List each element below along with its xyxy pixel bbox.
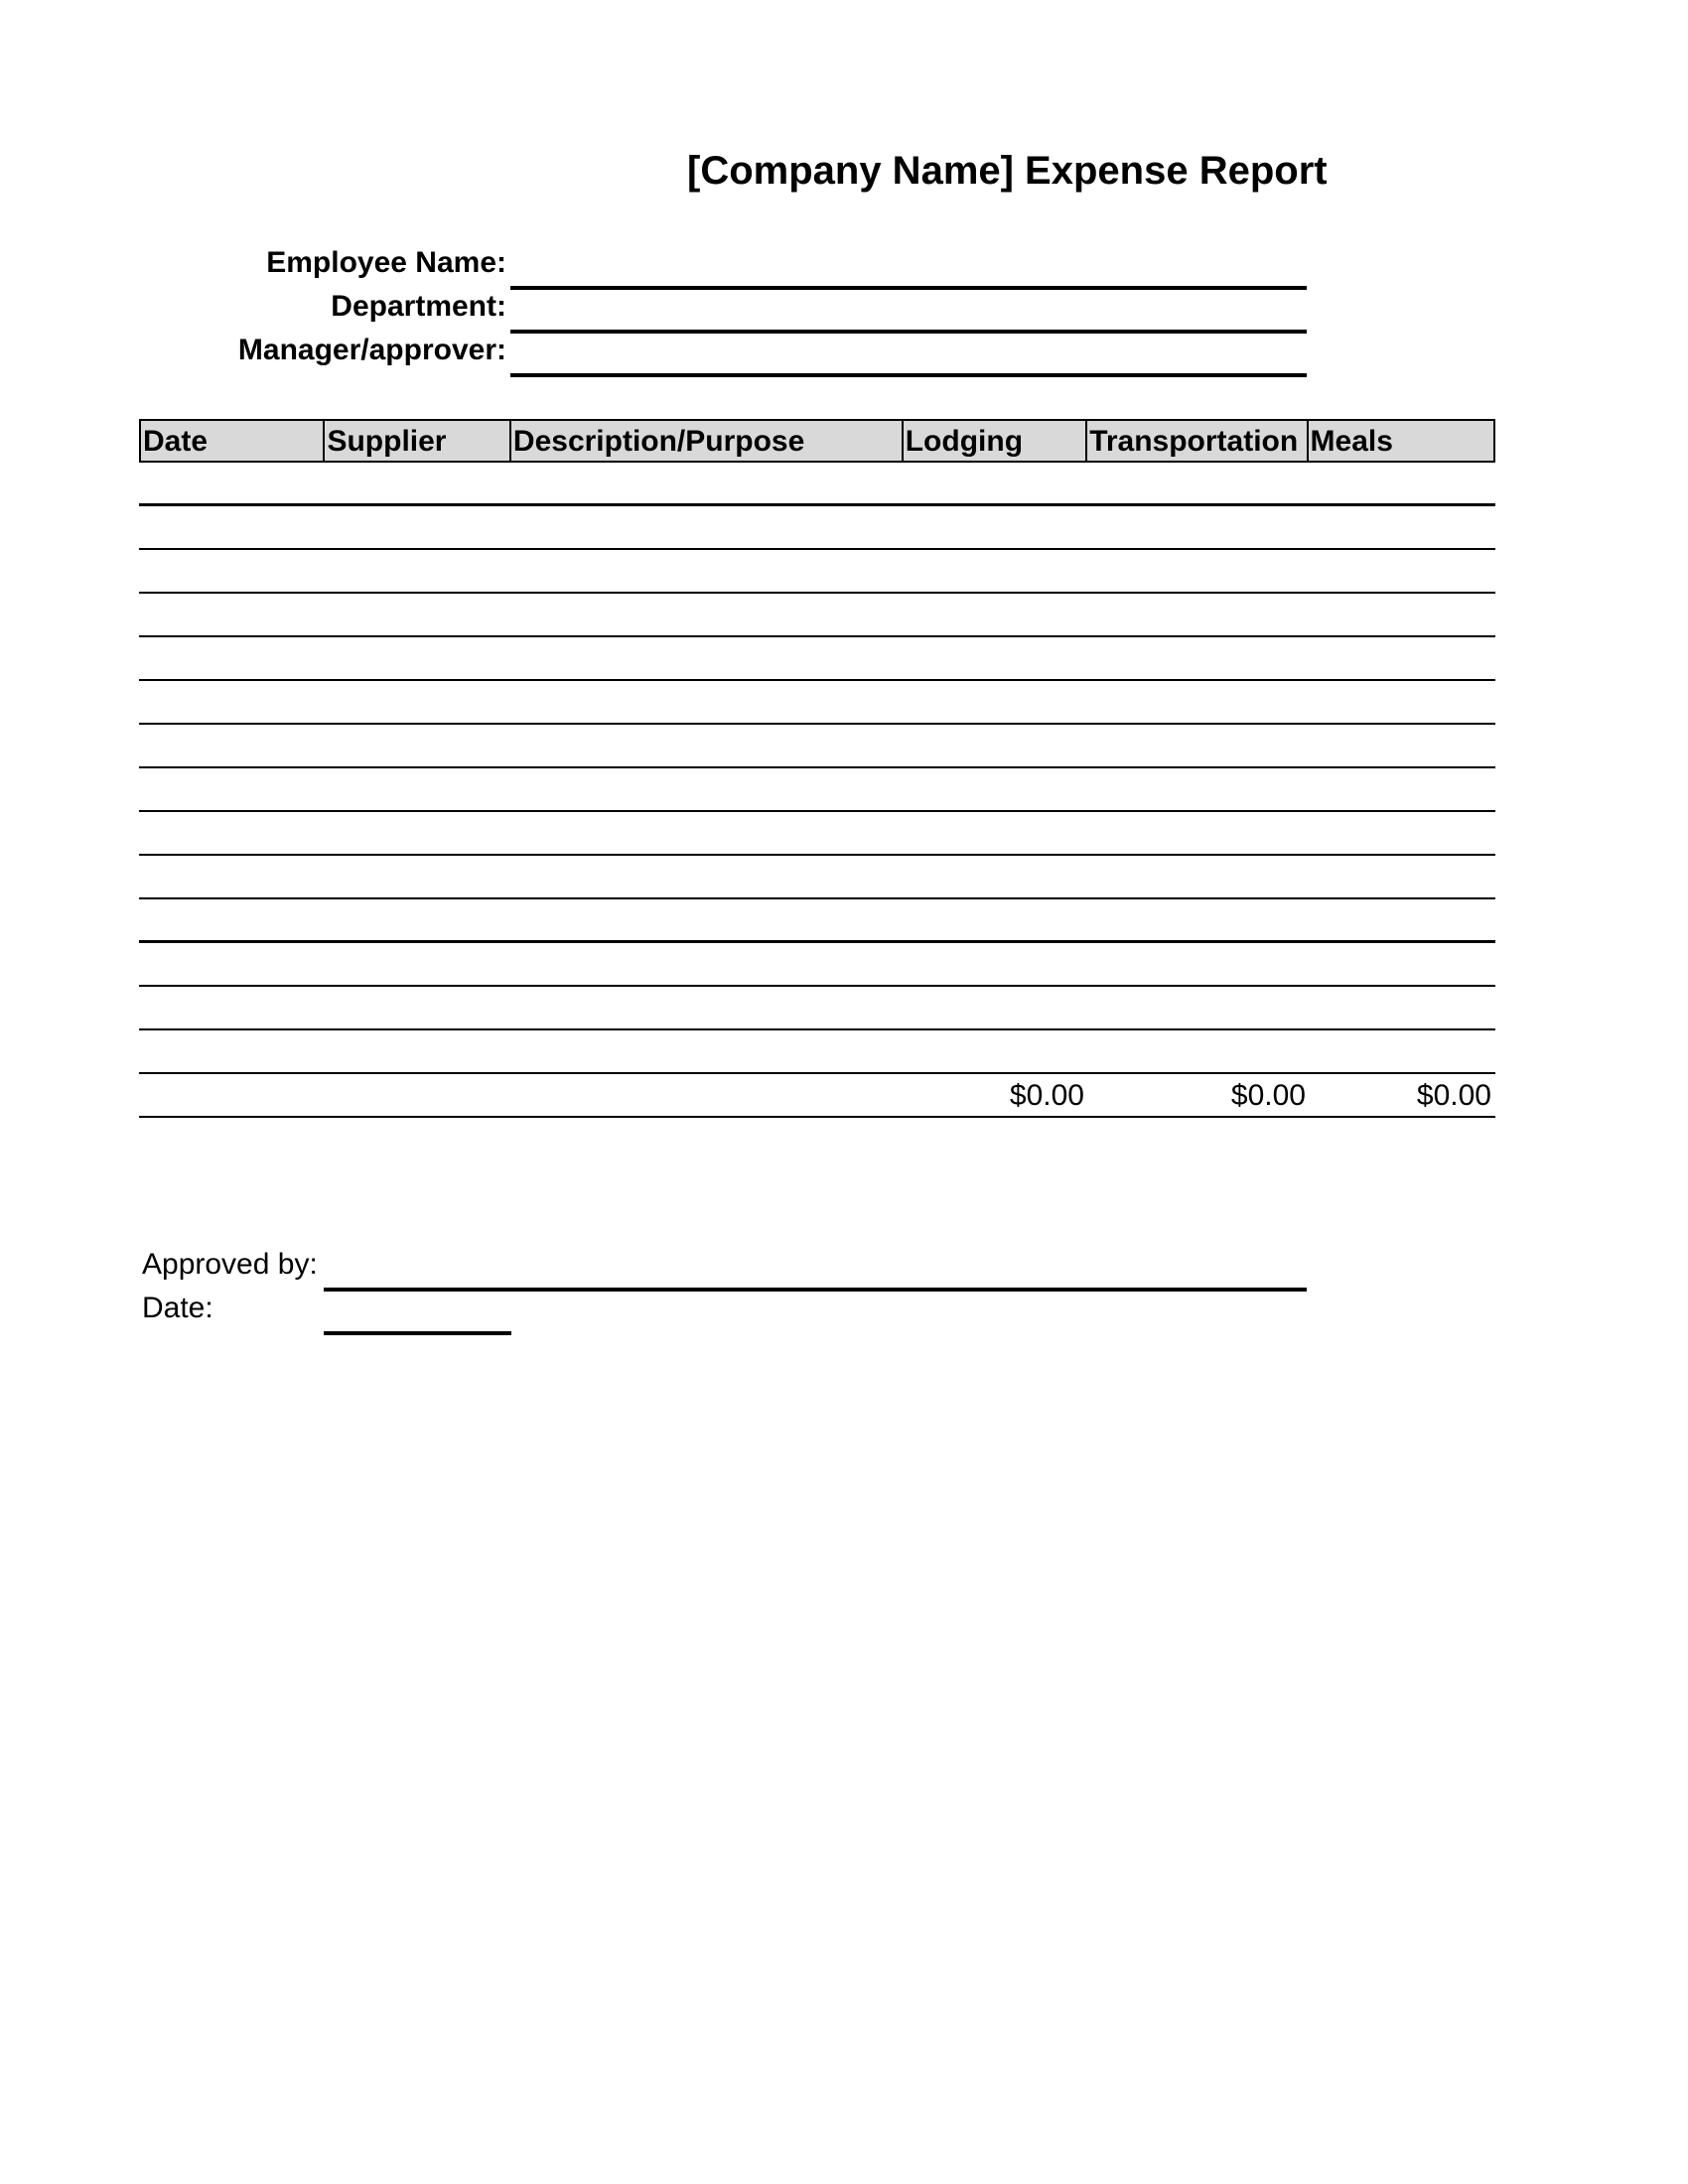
column-header-supplier: Supplier: [325, 421, 510, 461]
table-row[interactable]: [139, 550, 1495, 594]
table-cell[interactable]: [1310, 637, 1495, 679]
table-cell[interactable]: [1088, 1030, 1310, 1072]
table-cell[interactable]: [324, 637, 510, 679]
table-cell[interactable]: [324, 987, 510, 1028]
table-row[interactable]: [139, 943, 1495, 987]
table-cell[interactable]: [510, 943, 904, 985]
table-cell[interactable]: [139, 506, 324, 548]
table-cell[interactable]: [904, 506, 1088, 548]
table-cell[interactable]: [1310, 594, 1495, 635]
table-cell[interactable]: [324, 812, 510, 854]
table-row[interactable]: [139, 899, 1495, 943]
table-cell[interactable]: [324, 550, 510, 592]
table-cell[interactable]: [904, 463, 1088, 503]
table-cell[interactable]: [1088, 506, 1310, 548]
table-cell[interactable]: [139, 637, 324, 679]
report-title: [Company Name] Expense Report: [687, 149, 1328, 193]
table-cell[interactable]: [324, 463, 510, 503]
table-cell[interactable]: [1088, 594, 1310, 635]
table-cell[interactable]: [139, 856, 324, 897]
table-cell[interactable]: [1088, 725, 1310, 766]
table-cell[interactable]: [510, 1030, 904, 1072]
table-cell[interactable]: [1310, 1030, 1495, 1072]
table-cell[interactable]: [324, 725, 510, 766]
table-row[interactable]: [139, 463, 1495, 506]
table-cell[interactable]: [904, 637, 1088, 679]
table-cell[interactable]: [1310, 899, 1495, 940]
table-cell[interactable]: [510, 812, 904, 854]
total-transportation: $0.00: [1230, 1079, 1306, 1112]
table-cell[interactable]: [904, 899, 1088, 940]
table-cell[interactable]: [1088, 856, 1310, 897]
table-cell[interactable]: [904, 594, 1088, 635]
table-cell[interactable]: [1088, 681, 1310, 723]
table-cell[interactable]: [904, 725, 1088, 766]
table-cell[interactable]: [904, 943, 1088, 985]
table-cell[interactable]: [1088, 637, 1310, 679]
table-cell[interactable]: [1310, 725, 1495, 766]
table-cell[interactable]: [1310, 768, 1495, 810]
table-cell[interactable]: [324, 1030, 510, 1072]
table-cell[interactable]: [139, 594, 324, 635]
totals-row: [139, 1074, 1495, 1118]
totals-spacer: [139, 1074, 904, 1116]
table-cell[interactable]: [324, 856, 510, 897]
table-cell[interactable]: [139, 943, 324, 985]
table-cell[interactable]: [324, 768, 510, 810]
table-cell[interactable]: [904, 550, 1088, 592]
table-cell[interactable]: [324, 681, 510, 723]
column-header-lodging: Lodging: [904, 421, 1087, 461]
table-body: [139, 463, 1495, 1074]
table-cell[interactable]: [139, 899, 324, 940]
date-label: Date:: [142, 1292, 213, 1324]
table-cell[interactable]: [510, 987, 904, 1028]
column-header-meals: Meals: [1310, 425, 1393, 458]
table-row[interactable]: [139, 637, 1495, 681]
table-cell[interactable]: [510, 550, 904, 592]
table-cell[interactable]: [510, 768, 904, 810]
table-cell[interactable]: [1310, 812, 1495, 854]
table-cell[interactable]: [139, 987, 324, 1028]
table-cell[interactable]: [139, 812, 324, 854]
manager-approver-label: Manager/approver:: [237, 334, 506, 366]
table-row[interactable]: [139, 812, 1495, 856]
department-field[interactable]: [510, 330, 1307, 334]
table-cell[interactable]: [139, 463, 324, 503]
table-cell[interactable]: [904, 681, 1088, 723]
table-cell[interactable]: [1310, 856, 1495, 897]
column-header-description: Description/Purpose: [511, 421, 904, 461]
table-cell[interactable]: [1310, 506, 1495, 548]
table-row[interactable]: [139, 856, 1495, 899]
table-cell[interactable]: [1088, 768, 1310, 810]
table-cell[interactable]: [510, 506, 904, 548]
employee-name-label: Employee Name:: [266, 246, 506, 279]
expense-table: [139, 419, 1495, 1118]
table-cell[interactable]: [904, 768, 1088, 810]
table-row[interactable]: [139, 594, 1495, 637]
table-cell[interactable]: [1088, 987, 1310, 1028]
date-field[interactable]: [324, 1331, 511, 1335]
table-cell[interactable]: [1310, 987, 1495, 1028]
table-cell[interactable]: [1088, 463, 1310, 503]
table-cell[interactable]: [1310, 943, 1495, 985]
table-cell[interactable]: [510, 594, 904, 635]
table-cell[interactable]: [1310, 463, 1495, 503]
column-header-transportation: Transportation: [1087, 421, 1308, 461]
table-cell[interactable]: [324, 506, 510, 548]
table-cell[interactable]: [324, 899, 510, 940]
table-cell[interactable]: [1088, 943, 1310, 985]
table-cell[interactable]: [510, 681, 904, 723]
table-cell[interactable]: [139, 1030, 324, 1072]
table-cell[interactable]: [1310, 681, 1495, 723]
table-cell[interactable]: [510, 899, 904, 940]
approved-by-field[interactable]: [324, 1288, 1307, 1292]
table-cell[interactable]: [324, 594, 510, 635]
table-cell[interactable]: [1088, 550, 1310, 592]
table-cell[interactable]: [510, 637, 904, 679]
table-row[interactable]: [139, 768, 1495, 812]
table-cell[interactable]: [904, 856, 1088, 897]
table-cell[interactable]: [139, 550, 324, 592]
table-cell[interactable]: [904, 812, 1088, 854]
table-cell[interactable]: [904, 987, 1088, 1028]
approved-by-label: Approved by:: [142, 1248, 318, 1281]
table-cell[interactable]: [904, 1030, 1088, 1072]
manager-approver-field[interactable]: [510, 373, 1307, 377]
table-header-row: [139, 419, 1495, 463]
table-cell[interactable]: [1088, 812, 1310, 854]
table-cell[interactable]: [139, 725, 324, 766]
table-cell[interactable]: [324, 943, 510, 985]
department-label: Department:: [331, 290, 506, 323]
table-row[interactable]: [139, 506, 1495, 550]
table-row[interactable]: [139, 725, 1495, 768]
column-header-date: Date: [141, 421, 325, 461]
table-cell[interactable]: [1310, 550, 1495, 592]
total-lodging: $0.00: [1009, 1079, 1084, 1112]
table-row[interactable]: [139, 1030, 1495, 1074]
table-cell[interactable]: [139, 681, 324, 723]
table-cell[interactable]: [1088, 899, 1310, 940]
table-cell[interactable]: [510, 463, 904, 503]
table-row[interactable]: [139, 681, 1495, 725]
table-cell[interactable]: [139, 768, 324, 810]
employee-name-field[interactable]: [510, 286, 1307, 290]
table-cell[interactable]: [510, 856, 904, 897]
total-meals: $0.00: [1416, 1079, 1491, 1112]
table-row[interactable]: [139, 987, 1495, 1030]
table-cell[interactable]: [510, 725, 904, 766]
